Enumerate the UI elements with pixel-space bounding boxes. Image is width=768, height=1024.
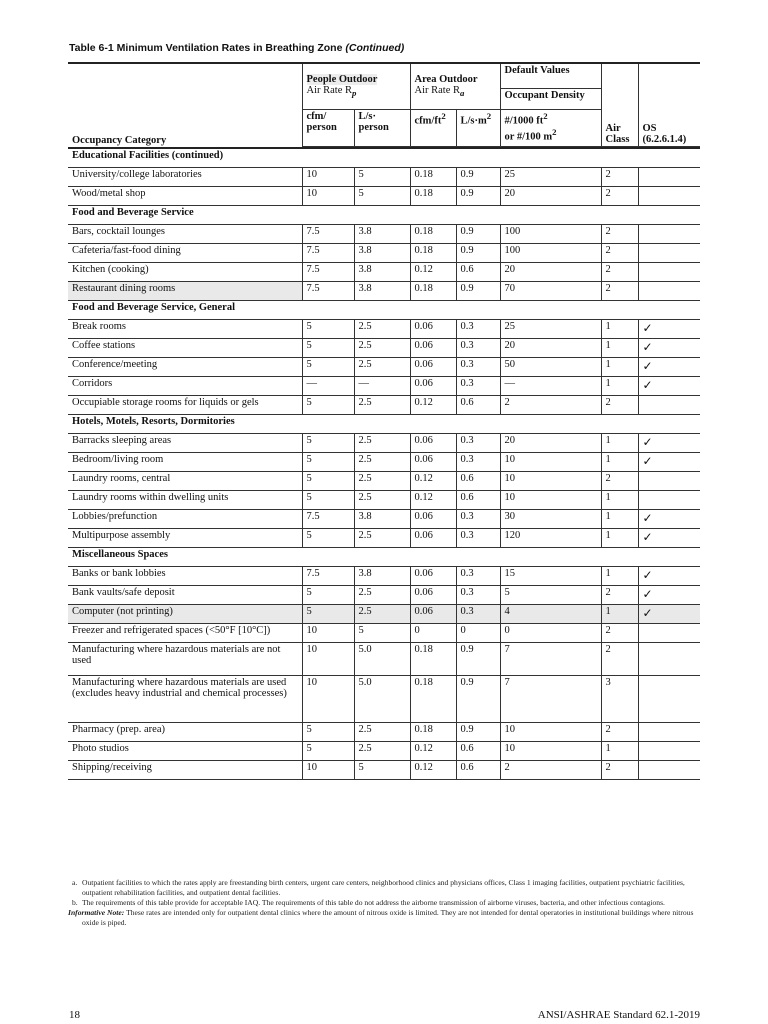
cfm-ft2-cell: 0.12 (410, 742, 456, 761)
cfm-person-label: cfm/ person (306, 111, 337, 133)
ventilation-rates-table (68, 62, 700, 780)
ls-m2-cell: 0.3 (456, 510, 500, 529)
ls-person-cell: 5 (354, 168, 410, 187)
occupancy-category-cell: Break rooms (68, 320, 302, 339)
air-class-cell: 2 (601, 282, 638, 301)
people-rate-sub: p (352, 88, 357, 99)
air-class-cell: 1 (601, 510, 638, 529)
cfm-ft2-header (410, 110, 456, 147)
occupant-density-cell: 120 (500, 529, 601, 548)
section-title: Educational Facilities (continued) (68, 148, 700, 168)
caption-continued: (Continued) (345, 42, 405, 54)
air-class-cell: 1 (601, 742, 638, 761)
ls-person-cell: 3.8 (354, 225, 410, 244)
ls-m2-cell: 0.6 (456, 742, 500, 761)
air-class-cell: 1 (601, 605, 638, 624)
cfm-ft2-cell: 0.06 (410, 529, 456, 548)
ls-m2-header (456, 110, 500, 147)
occupancy-category-cell: Corridors (68, 377, 302, 396)
table-body (68, 148, 700, 780)
cfm-person-cell: 7.5 (302, 510, 354, 529)
cfm-person-cell: 5 (302, 434, 354, 453)
air-class-cell: 3 (601, 676, 638, 723)
cfm-person-cell: — (302, 377, 354, 396)
os-cell: ✓ (638, 339, 700, 358)
area-rate-sub: a (460, 88, 465, 99)
os-cell (638, 676, 700, 723)
ls-m2-cell: 0.3 (456, 377, 500, 396)
os-cell (638, 187, 700, 206)
occupancy-category-cell: Manufacturing where hazardous materials are used (excludes heavy industrial and chemical processes) (68, 676, 302, 723)
table-row (68, 742, 700, 761)
ls-person-cell: 5 (354, 761, 410, 780)
cfm-person-cell: 5 (302, 742, 354, 761)
ls-person-cell: 2.5 (354, 605, 410, 624)
section-row (68, 548, 700, 567)
ls-person-cell: 2.5 (354, 320, 410, 339)
occupant-density-cell: 10 (500, 723, 601, 742)
cfm-person-cell: 7.5 (302, 567, 354, 586)
ls-m2-cell: 0.3 (456, 605, 500, 624)
table-row (68, 510, 700, 529)
default-values-label: Default Values (504, 65, 570, 76)
occupant-density-cell: 70 (500, 282, 601, 301)
table-row (68, 723, 700, 742)
ls-m2-cell: 0.9 (456, 244, 500, 263)
occupant-density-cell: 100 (500, 244, 601, 263)
occupancy-category-cell: Banks or bank lobbies (68, 567, 302, 586)
ls-m2-cell: 0.6 (456, 263, 500, 282)
occupant-density-cell: 10 (500, 472, 601, 491)
ls-m2-cell: 0.9 (456, 282, 500, 301)
air-class-header (601, 63, 638, 147)
cfm-ft2-cell: 0.18 (410, 225, 456, 244)
cfm-person-cell: 7.5 (302, 225, 354, 244)
air-class-cell: 2 (601, 624, 638, 643)
table-caption (69, 42, 404, 54)
occupant-density-cell: 30 (500, 510, 601, 529)
area-rate-label: Area Outdoor (414, 74, 478, 86)
ls-person-cell: 2.5 (354, 491, 410, 510)
footnote-a-key: a. (72, 878, 78, 887)
page-number: 18 (69, 1009, 80, 1021)
air-class-cell: 1 (601, 434, 638, 453)
table-row (68, 491, 700, 510)
cfm-ft2-cell: 0.18 (410, 282, 456, 301)
occupancy-category-cell: Wood/metal shop (68, 187, 302, 206)
ls-m2-cell: 0.6 (456, 491, 500, 510)
occupancy-category-cell: Manufacturing where hazardous materials are not used (68, 643, 302, 676)
people-rate-label2: Air Rate R (306, 85, 352, 97)
cfm-ft2-cell: 0.06 (410, 510, 456, 529)
air-class-cell: 2 (601, 263, 638, 282)
ls-person-cell: 2.5 (354, 742, 410, 761)
occupancy-category-cell: Multipurpose assembly (68, 529, 302, 548)
default-values-header (500, 63, 601, 89)
footnote-b-key: b. (72, 898, 78, 907)
occupant-density-cell: 5 (500, 586, 601, 605)
ls-m2-sup: 2 (486, 111, 492, 121)
cfm-ft2-cell: 0.06 (410, 358, 456, 377)
table-row (68, 605, 700, 624)
ls-m2-label: L/s·m (460, 115, 487, 127)
density-a-label: #/1000 ft (504, 115, 544, 127)
cfm-person-cell: 5 (302, 472, 354, 491)
occupant-density-cell: 25 (500, 168, 601, 187)
ls-person-cell: 2.5 (354, 339, 410, 358)
occupant-density-label: Occupant Density (504, 90, 585, 101)
cfm-ft2-label: cfm/ft (414, 115, 442, 127)
table-row (68, 567, 700, 586)
standard-name: ANSI/ASHRAE Standard 62.1-2019 (537, 1009, 700, 1021)
cfm-person-cell: 5 (302, 605, 354, 624)
section-row (68, 415, 700, 434)
ls-m2-cell: 0.9 (456, 168, 500, 187)
ls-person-cell: 3.8 (354, 282, 410, 301)
ls-m2-cell: 0.3 (456, 339, 500, 358)
cfm-ft2-cell: 0.12 (410, 761, 456, 780)
os-cell (638, 244, 700, 263)
occupancy-category-cell: Computer (not printing) (68, 605, 302, 624)
cfm-person-cell: 10 (302, 761, 354, 780)
ls-person-cell: 5.0 (354, 676, 410, 723)
occupant-density-cell: 20 (500, 263, 601, 282)
air-class-cell: 1 (601, 491, 638, 510)
cfm-person-cell: 5 (302, 491, 354, 510)
air-class-cell: 2 (601, 168, 638, 187)
occupancy-category-cell: Laundry rooms within dwelling units (68, 491, 302, 510)
ls-m2-cell: 0.6 (456, 761, 500, 780)
occupancy-category-cell: Barracks sleeping areas (68, 434, 302, 453)
ls-m2-cell: 0.9 (456, 676, 500, 723)
os-cell: ✓ (638, 453, 700, 472)
occupancy-category-cell: University/college laboratories (68, 168, 302, 187)
os-cell: ✓ (638, 320, 700, 339)
os-cell (638, 723, 700, 742)
caption-title: Table 6-1 Minimum Ventilation Rates in Breathing Zone (69, 42, 343, 54)
occupant-density-cell: 20 (500, 187, 601, 206)
density-b-label: or #/100 m (504, 131, 553, 142)
area-rate-header (410, 63, 500, 110)
cfm-person-cell: 5 (302, 453, 354, 472)
ls-person-cell: 2.5 (354, 529, 410, 548)
ls-person-cell: 5 (354, 187, 410, 206)
ls-m2-cell: 0.3 (456, 567, 500, 586)
cfm-ft2-cell: 0.18 (410, 244, 456, 263)
density-b-sup: 2 (552, 126, 557, 137)
table-row (68, 187, 700, 206)
people-rate-header (302, 63, 410, 110)
occupancy-category-cell: Restaurant dining rooms (68, 282, 302, 301)
cfm-person-cell: 7.5 (302, 282, 354, 301)
ls-m2-cell: 0.3 (456, 320, 500, 339)
occupancy-category-cell: Freezer and refrigerated spaces (<50°F [10°C]) (68, 624, 302, 643)
cfm-person-cell: 5 (302, 586, 354, 605)
cfm-person-cell: 5 (302, 358, 354, 377)
occupant-density-cell: 7 (500, 676, 601, 723)
occupant-density-cell: 2 (500, 761, 601, 780)
table-row (68, 263, 700, 282)
occupancy-category-cell: Shipping/receiving (68, 761, 302, 780)
cfm-ft2-cell: 0.12 (410, 263, 456, 282)
cfm-ft2-cell: 0.06 (410, 605, 456, 624)
os-label: OS (6.2.6.1.4) (642, 123, 687, 145)
ls-m2-cell: 0.3 (456, 529, 500, 548)
cfm-person-cell: 7.5 (302, 263, 354, 282)
occupancy-category-cell: Lobbies/prefunction (68, 510, 302, 529)
occupant-density-cell: 25 (500, 320, 601, 339)
occupant-density-cell: 10 (500, 742, 601, 761)
table-row (68, 529, 700, 548)
table-row (68, 453, 700, 472)
occupancy-category-cell: Kitchen (cooking) (68, 263, 302, 282)
occupant-density-cell: 0 (500, 624, 601, 643)
os-cell (638, 491, 700, 510)
ls-person-cell: 2.5 (354, 472, 410, 491)
ls-m2-cell: 0.3 (456, 434, 500, 453)
informative-note (68, 908, 700, 928)
air-class-cell: 1 (601, 529, 638, 548)
ls-person-cell: 5.0 (354, 643, 410, 676)
ls-person-cell: 3.8 (354, 567, 410, 586)
occupancy-category-header (68, 63, 302, 148)
occupant-density-cell: — (500, 377, 601, 396)
ls-person-header (354, 110, 410, 147)
air-class-cell: 2 (601, 761, 638, 780)
cfm-ft2-cell: 0.18 (410, 187, 456, 206)
table-row (68, 358, 700, 377)
occupant-density-cell: 2 (500, 396, 601, 415)
os-cell: ✓ (638, 434, 700, 453)
cfm-ft2-cell: 0.06 (410, 567, 456, 586)
ls-person-cell: 3.8 (354, 263, 410, 282)
os-header (638, 63, 700, 147)
cfm-ft2-cell: 0.18 (410, 676, 456, 723)
table-row (68, 377, 700, 396)
density-a-sup: 2 (543, 111, 548, 121)
section-row (68, 206, 700, 225)
section-row (68, 148, 700, 168)
table-row (68, 472, 700, 491)
occupancy-category-label: Occupancy Category (72, 135, 167, 146)
occupant-density-cell: 20 (500, 339, 601, 358)
table-row (68, 320, 700, 339)
people-rate-label: People Outdoor (306, 74, 378, 86)
air-class-cell: 2 (601, 225, 638, 244)
os-cell (638, 472, 700, 491)
air-class-label: Air Class (605, 123, 630, 145)
table-row (68, 434, 700, 453)
occupancy-category-cell: Conference/meeting (68, 358, 302, 377)
ls-person-label: L/s· person (358, 111, 389, 133)
section-title: Miscellaneous Spaces (68, 548, 700, 567)
cfm-person-cell: 5 (302, 723, 354, 742)
cfm-person-cell: 10 (302, 676, 354, 723)
ls-person-cell: 2.5 (354, 723, 410, 742)
air-class-cell: 1 (601, 358, 638, 377)
os-cell (638, 263, 700, 282)
cfm-person-cell: 5 (302, 320, 354, 339)
cfm-person-cell: 10 (302, 643, 354, 676)
occupancy-category-cell: Photo studios (68, 742, 302, 761)
cfm-ft2-sup: 2 (441, 111, 446, 121)
air-class-cell: 2 (601, 187, 638, 206)
cfm-person-cell: 5 (302, 339, 354, 358)
ls-person-cell: 2.5 (354, 396, 410, 415)
os-cell (638, 624, 700, 643)
ls-person-cell: 5 (354, 624, 410, 643)
occupant-density-cell: 100 (500, 225, 601, 244)
air-class-cell: 2 (601, 396, 638, 415)
cfm-ft2-cell: 0.18 (410, 168, 456, 187)
table-row (68, 676, 700, 723)
table-row (68, 586, 700, 605)
occupancy-category-cell: Bank vaults/safe deposit (68, 586, 302, 605)
informative-note-text: These rates are intended only for outpatient dental clinics where the amount of nitrous oxide is limited. They are not intended for dental operatories in institutional buildings where nitrous oxide is piped. (82, 908, 694, 927)
ls-m2-cell: 0.3 (456, 358, 500, 377)
table-row (68, 244, 700, 263)
occupancy-category-cell: Bedroom/living room (68, 453, 302, 472)
occupant-density-cell: 50 (500, 358, 601, 377)
occupancy-category-cell: Occupiable storage rooms for liquids or gels (68, 396, 302, 415)
os-cell: ✓ (638, 377, 700, 396)
air-class-cell: 1 (601, 339, 638, 358)
os-cell: ✓ (638, 605, 700, 624)
cfm-person-cell: 5 (302, 396, 354, 415)
section-title: Hotels, Motels, Resorts, Dormitories (68, 415, 700, 434)
table-row (68, 624, 700, 643)
air-class-cell: 1 (601, 453, 638, 472)
cfm-person-cell: 5 (302, 529, 354, 548)
ls-m2-cell: 0.3 (456, 453, 500, 472)
ls-person-cell: 2.5 (354, 358, 410, 377)
occupant-density-header (500, 89, 601, 110)
occupancy-category-cell: Cafeteria/fast-food dining (68, 244, 302, 263)
footnotes (68, 878, 700, 928)
os-cell: ✓ (638, 567, 700, 586)
section-row (68, 301, 700, 320)
occupant-density-cell: 7 (500, 643, 601, 676)
os-cell (638, 742, 700, 761)
occupant-density-cell: 15 (500, 567, 601, 586)
cfm-ft2-cell: 0.18 (410, 723, 456, 742)
air-class-cell: 2 (601, 472, 638, 491)
table-row (68, 339, 700, 358)
os-cell (638, 168, 700, 187)
occupancy-category-cell: Bars, cocktail lounges (68, 225, 302, 244)
density-units-header (500, 110, 601, 147)
occupant-density-cell: 10 (500, 491, 601, 510)
occupant-density-cell: 4 (500, 605, 601, 624)
cfm-person-cell: 10 (302, 624, 354, 643)
footnote-a-text: Outpatient facilities to which the rates apply are freestanding birth centers, urgent care centers, neighborhood clinics and physicians offices, Class 1 imaging facilities, outpatient psychiatric facilities, outpatient rehabilitation facilities, and outpatient dental facilities. (82, 878, 685, 897)
table-row (68, 761, 700, 780)
ls-person-cell: 2.5 (354, 434, 410, 453)
os-cell: ✓ (638, 510, 700, 529)
cfm-person-cell: 10 (302, 168, 354, 187)
ls-m2-cell: 0.9 (456, 187, 500, 206)
table-row (68, 168, 700, 187)
air-class-cell: 1 (601, 320, 638, 339)
ls-person-cell: 2.5 (354, 586, 410, 605)
ls-person-cell: 3.8 (354, 244, 410, 263)
os-cell (638, 225, 700, 244)
cfm-ft2-cell: 0.12 (410, 396, 456, 415)
cfm-ft2-cell: 0.12 (410, 491, 456, 510)
ls-m2-cell: 0.3 (456, 586, 500, 605)
footnote-b-text: The requirements of this table provide for acceptable IAQ. The requirements of this table do not address the airborne transmission of airborne viruses, bacteria, and other infectious contagions. (82, 898, 665, 907)
section-title: Food and Beverage Service, General (68, 301, 700, 320)
air-class-cell: 2 (601, 723, 638, 742)
ls-person-cell: — (354, 377, 410, 396)
cfm-ft2-cell: 0 (410, 624, 456, 643)
ls-m2-cell: 0.6 (456, 472, 500, 491)
cfm-ft2-cell: 0.06 (410, 586, 456, 605)
section-title: Food and Beverage Service (68, 206, 700, 225)
ls-m2-cell: 0.9 (456, 225, 500, 244)
cfm-ft2-cell: 0.12 (410, 472, 456, 491)
footnote-a (68, 878, 700, 898)
ls-m2-cell: 0.9 (456, 643, 500, 676)
table-row (68, 396, 700, 415)
air-class-cell: 1 (601, 377, 638, 396)
cfm-person-cell: 10 (302, 187, 354, 206)
cfm-ft2-cell: 0.06 (410, 339, 456, 358)
os-cell: ✓ (638, 529, 700, 548)
cfm-ft2-cell: 0.06 (410, 434, 456, 453)
air-class-cell: 1 (601, 567, 638, 586)
os-cell: ✓ (638, 358, 700, 377)
occupancy-category-cell: Coffee stations (68, 339, 302, 358)
occupancy-category-cell: Laundry rooms, central (68, 472, 302, 491)
table-row (68, 643, 700, 676)
occupancy-category-cell: Pharmacy (prep. area) (68, 723, 302, 742)
table-row (68, 225, 700, 244)
cfm-ft2-cell: 0.06 (410, 320, 456, 339)
cfm-ft2-cell: 0.18 (410, 643, 456, 676)
os-cell (638, 282, 700, 301)
ls-m2-cell: 0.9 (456, 723, 500, 742)
footnote-b (68, 898, 700, 908)
table-row (68, 282, 700, 301)
cfm-person-cell: 7.5 (302, 244, 354, 263)
occupant-density-cell: 10 (500, 453, 601, 472)
os-cell: ✓ (638, 586, 700, 605)
informative-note-lead: Informative Note: (68, 908, 125, 917)
cfm-person-header (302, 110, 354, 147)
air-class-cell: 2 (601, 643, 638, 676)
ls-person-cell: 3.8 (354, 510, 410, 529)
ls-person-cell: 2.5 (354, 453, 410, 472)
os-cell (638, 396, 700, 415)
air-class-cell: 2 (601, 586, 638, 605)
occupant-density-cell: 20 (500, 434, 601, 453)
cfm-ft2-cell: 0.06 (410, 377, 456, 396)
os-cell (638, 761, 700, 780)
cfm-ft2-cell: 0.06 (410, 453, 456, 472)
area-rate-label2: Air Rate R (414, 85, 460, 97)
air-class-cell: 2 (601, 244, 638, 263)
ls-m2-cell: 0.6 (456, 396, 500, 415)
ls-m2-cell: 0 (456, 624, 500, 643)
os-cell (638, 643, 700, 676)
